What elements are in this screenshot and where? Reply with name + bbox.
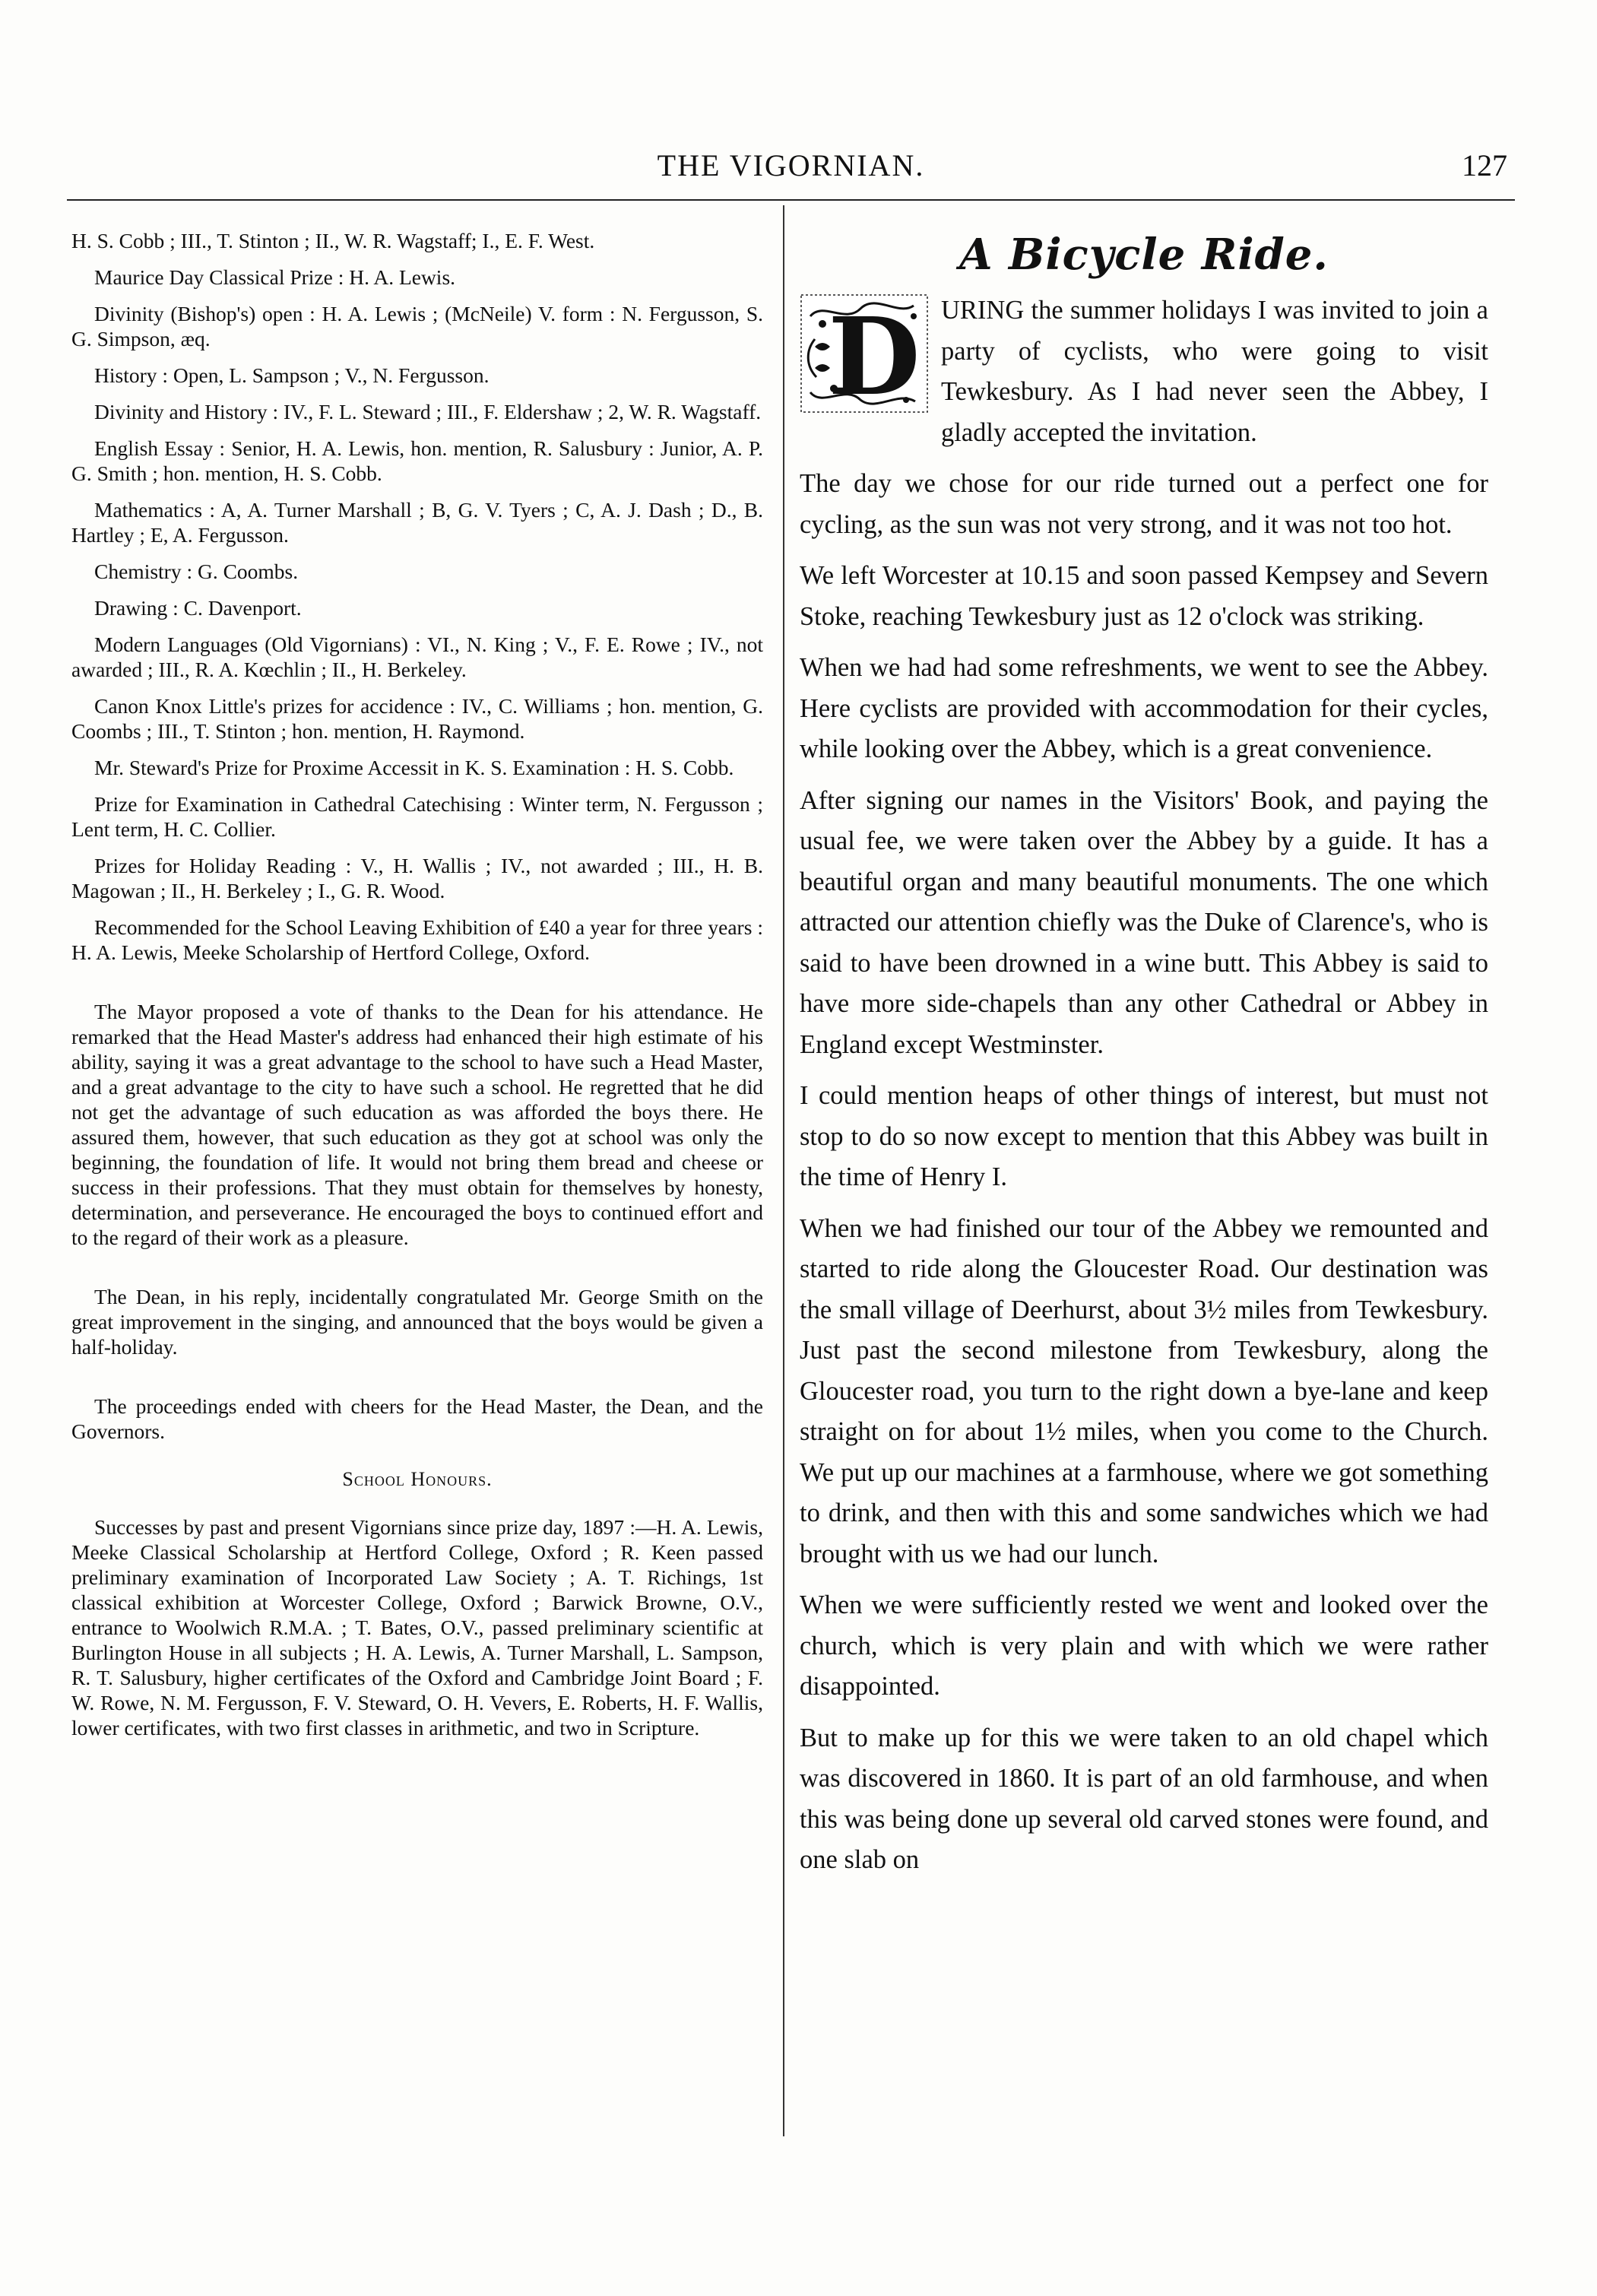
- spacer: [71, 1261, 763, 1284]
- journal-title: THE VIGORNIAN.: [657, 148, 925, 182]
- spacer: [71, 976, 763, 999]
- dean-paragraph: The Dean, in his reply, incidentally congratulated Mr. George Smith on the great improvement in the singing, and announced that the boys would be given a half-holiday.: [71, 1285, 763, 1359]
- spacer: [71, 1371, 763, 1394]
- prize-entry: Chemistry : G. Coombs.: [94, 560, 299, 583]
- opening-paragraph-text: URING the summer holidays I was invited to join a party of cyclists, who were going to visit Tewkesbury. As I had never seen the Abbey, I gladly accepted the invitation.: [941, 296, 1488, 447]
- prize-entry: Mathematics : A, A. Turner Marshall ; B, G. V. Tyers ; C, A. J. Dash ; D., B. Hartley ; E, A. Fergusson.: [71, 498, 763, 547]
- prize-entry: History : Open, L. Sampson ; V., N. Fergusson.: [94, 363, 490, 387]
- article-paragraph: When we had finished our tour of the Abbey we remounted and started to ride along the Gloucester Road. Our destination was the small village of Deerhurst, about 3½ miles from Tewkesbury. Just past the second milestone from Tewkesbury, along the Gloucester road, you turn to the right down a bye-lane and keep straight on for about 1½ miles, when you come to the Church. We put up our machines at a farmhouse, where we got something to drink, and then with this and some sandwiches which we had brought with us we had our lunch.: [800, 1213, 1488, 1568]
- header-rule: [67, 199, 1515, 201]
- column-rule: [783, 205, 784, 2136]
- page-number: 127: [1462, 148, 1507, 182]
- prize-entry: Divinity (Bishop's) open : H. A. Lewis ; (McNeile) V. form : N. Fergusson, S. G. Simpson, æq.: [71, 302, 763, 350]
- article-paragraph: I could mention heaps of other things of interest, but must not stop to do so now except to mention that this Abbey was built in the time of Henry I.: [800, 1081, 1488, 1191]
- left-column: [71, 228, 763, 1752]
- prize-entry: Modern Languages (Old Vigornians) : VI., N. King ; V., F. E. Rowe ; IV., not awarded ; III., R. A. Kœchlin ; II., H. Berkeley.: [71, 633, 763, 681]
- svg-text:D: D: [828, 295, 920, 414]
- prize-entry: Recommended for the School Leaving Exhibition of £40 a year for three years : H. A. Lewis, Meeke Scholarship of Hertford College, Oxford.: [71, 915, 763, 964]
- prize-entry: Maurice Day Classical Prize : H. A. Lewis.: [94, 265, 456, 289]
- prize-entry: Divinity and History : IV., F. L. Steward ; III., F. Eldershaw ; 2, W. R. Wagstaff.: [94, 400, 762, 423]
- prize-entry: Drawing : C. Davenport.: [94, 596, 302, 620]
- ornamental-drop-cap-icon: [800, 293, 929, 414]
- opening-paragraph: [800, 290, 1488, 453]
- article-paragraph: When we had had some refreshments, we went to see the Abbey. Here cyclists are provided with accommodation for their cycles, while looking over the Abbey, which is a great convenience.: [800, 653, 1488, 763]
- article-paragraph: When we were sufficiently rested we went and looked over the church, which is very plain and with which we were rather disappointed.: [800, 1590, 1488, 1701]
- prize-entry: Canon Knox Little's prizes for accidence : IV., C. Williams ; hon. mention, G. Coombs ; III., T. Stinton ; hon. mention, H. Raymond.: [71, 694, 763, 743]
- ornamental-drop-cap: [800, 293, 929, 414]
- article-title: A Bicycle Ride.: [959, 230, 1329, 280]
- article-paragraph: After signing our names in the Visitors' Book, and paying the usual fee, we were taken over the Abbey by a guide. It has a beautiful organ and many beautiful monuments. The one which attracted our attention chiefly was the Duke of Clarence's, who is said to have been drowned in a wine butt. This Abbey is said to have more side-chapels than any other Cathedral or Abbey in England except Westminster.: [800, 785, 1488, 1059]
- right-column: [800, 228, 1488, 1892]
- prize-entry: Mr. Steward's Prize for Proxime Accessit in K. S. Examination : H. S. Cobb.: [94, 756, 734, 779]
- running-head: [67, 143, 1515, 196]
- honours-paragraph: Successes by past and present Vigornians since prize day, 1897 :—H. A. Lewis, Meeke Classical Scholarship at Hertford College, Oxford ; R. Keen passed preliminary examination of Incorporated Law Society ; A. T. Richings, 1st classical exhibition at Worcester College, Oxford ; Barwick Browne, O.V., entrance to Woolwich R.M.A. ; T. Bates, O.V., passed preliminary scientific at Burlington House in all subjects ; H. A. Lewis, A. Turner Marshall, L. Sampson, R. T. Salusbury, higher certificates of the Oxford and Cambridge Joint Board ; F. W. Rowe, N. M. Fergusson, F. V. Steward, O. H. Vevers, E. Roberts, H. F. Wallis, lower certificates, with two first classes in arithmetic, and two in Scripture.: [71, 1515, 763, 1739]
- section-heading: School Honours.: [342, 1468, 493, 1490]
- prize-entry: Prize for Examination in Cathedral Catechising : Winter term, N. Fergusson ; Lent term, H. C. Collier.: [71, 792, 763, 841]
- prize-entry: H. S. Cobb ; III., T. Stinton ; II., W. R. Wagstaff; I., E. F. West.: [71, 229, 595, 252]
- article-paragraph: But to make up for this we were taken to an old chapel which was discovered in 1860. It is part of an old farmhouse, and when this was being done up several old carved stones were found, and one slab on: [800, 1723, 1488, 1874]
- mayor-paragraph: The Mayor proposed a vote of thanks to the Dean for his attendance. He remarked that the Head Master's address had enhanced their high estimate of his ability, saying it was a great advantage to the school to have such a Head Master, and a great advantage to the city to have such a school. He regretted that he did not get the advantage of such education as was afforded the boys there. He assured them, however, that such education as they got at school was only the beginning, the foundation of life. It would not bring them bread and cheese or success in their professions. That they must obtain for themselves by honesty, determination, and perseverance. He encouraged the boys to continued effort and to the regard of their work as a pleasure.: [71, 1000, 763, 1249]
- article-paragraph: The day we chose for our ride turned out a perfect one for cycling, as the sun was not very strong, and it was not too hot.: [800, 469, 1488, 539]
- article-paragraph: We left Worcester at 10.15 and soon passed Kempsey and Severn Stoke, reaching Tewkesbury just as 12 o'clock was striking.: [800, 561, 1488, 631]
- proceedings-paragraph: The proceedings ended with cheers for the Head Master, the Dean, and the Governors.: [71, 1394, 763, 1443]
- prize-entry: Prizes for Holiday Reading : V., H. Wallis ; IV., not awarded ; III., H. B. Magowan ; II., H. Berkeley ; I., G. R. Wood.: [71, 854, 763, 902]
- prize-entry: English Essay : Senior, H. A. Lewis, hon. mention, R. Salusbury : Junior, A. P. G. Smith ; hon. mention, H. S. Cobb.: [71, 436, 763, 485]
